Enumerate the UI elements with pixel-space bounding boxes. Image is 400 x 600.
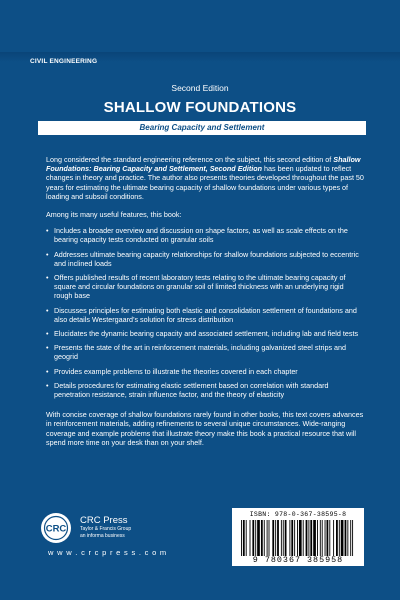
category-label: CIVIL ENGINEERING: [30, 58, 98, 65]
feature-item: • Provides example problems to illustrate the theories covered in each chapter: [46, 367, 364, 376]
crc-press-logo-icon: [40, 512, 72, 544]
publisher-name: CRC Press: [80, 515, 128, 526]
barcode-bar: [281, 520, 282, 556]
isbn-text: ISBN: 978-0-367-38595-8: [249, 511, 347, 518]
barcode-icon: [239, 520, 357, 556]
features-intro: Among its many useful features, this book:: [46, 210, 182, 220]
barcode-bar: [341, 520, 344, 556]
book-subtitle: Bearing Capacity and Settlement: [38, 121, 366, 135]
ean-digits: 9 780367 385958: [252, 555, 344, 565]
barcode-bar: [320, 520, 321, 556]
barcode-bar: [283, 520, 284, 556]
feature-item: • Offers published results of recent laboratory tests relating to the ultimate bearing capacity of square and circular foundations on granular soil of limited thickness with an underlying rigid rough base: [46, 273, 364, 301]
barcode-bar: [306, 520, 308, 556]
barcode-bar: [289, 520, 290, 556]
barcode-bar: [308, 520, 309, 556]
features-list: [46, 226, 364, 399]
feature-item: • Presents the state of the art in reinforcement materials, including galvanized steel strips and geogrid: [46, 343, 364, 361]
barcode-bar: [257, 520, 260, 556]
publisher-website: w w w . c r c p r e s s . c o m: [48, 548, 167, 557]
feature-item: • Addresses ultimate bearing capacity relationships for shallow foundations subjected to eccentric and inclined loads: [46, 250, 364, 268]
barcode-bar: [294, 520, 295, 556]
feature-item: • Elucidates the dynamic bearing capacity and associated settlement, including lab and field tests: [46, 329, 364, 338]
barcode-bar: [329, 520, 330, 556]
barcode-bar: [269, 520, 270, 556]
logo-text: CRC: [45, 523, 67, 535]
barcode-bar: [267, 520, 268, 556]
barcode-bar: [285, 520, 287, 556]
barcode-bar: [310, 520, 312, 556]
barcode-bar: [333, 520, 334, 556]
isbn-barcode-box: [232, 508, 364, 566]
intro-paragraph: [46, 155, 364, 201]
feature-item: • Includes a broader overview and discussion on shape factors, as well as scale effects on the bearing capacity tests conducted on granular soils: [46, 226, 364, 244]
barcode-bar: [243, 520, 245, 556]
feature-item: • Discusses principles for estimating both elastic and consolidation settlement of foundations and also details Westergaard’s solution for stress distribution: [46, 306, 364, 324]
barcode-bar: [252, 520, 254, 556]
barcode-bar: [291, 520, 293, 556]
barcode-bar: [272, 520, 274, 556]
publisher-group: Taylor & Francis Group: [80, 526, 132, 532]
intro-text-end: has been updated to reflect changes in theory and practice. The author also presents theories developed throughout the past 50 years for estimating the ultimate bearing capacity of shallow foundations under various types of loading and subsoil conditions.: [46, 164, 364, 201]
barcode-bar: [317, 520, 318, 556]
barcode-bar: [241, 520, 242, 556]
barcode-bar: [264, 520, 265, 556]
barcode-bar: [339, 520, 340, 556]
feature-item: • Details procedures for estimating elastic settlement based on correlation with standard penetration resistance, strain influence factor, and the theory of elasticity: [46, 381, 364, 399]
back-cover-description: [46, 155, 364, 456]
barcode-bar: [350, 520, 351, 556]
barcode-bar: [303, 520, 304, 556]
barcode-bar: [277, 520, 279, 556]
intro-text-start: Long considered the standard engineering reference on the subject, this second edition of: [46, 155, 334, 164]
barcode-bar: [255, 520, 256, 556]
barcode-bar: [322, 520, 323, 556]
edition-label: Second Edition: [171, 83, 229, 93]
book-title: SHALLOW FOUNDATIONS: [103, 99, 297, 116]
barcode-bar: [246, 520, 247, 556]
publisher-block: [80, 515, 131, 539]
barcode-bar: [297, 520, 298, 556]
intro-book-title: Shallow Foundations: Bearing Capacity and Settlement, Second Edition: [46, 155, 361, 174]
barcode-bar: [261, 520, 263, 556]
barcode-bar: [327, 520, 329, 556]
barcode-bar: [299, 520, 302, 556]
barcode-bar: [325, 520, 326, 556]
closing-paragraph: With concise coverage of shallow foundations rarely found in other books, this text covers advances in reinforcement materials, adding refinements to several unique circumstances. Wide-ranging coverage and example problems that illustrate theory make this book a practical resource that will spend more time on your desk than on your shelf.: [46, 410, 364, 447]
barcode-bar: [313, 520, 316, 556]
barcode-bar: [347, 520, 348, 556]
barcode-bar: [250, 520, 251, 556]
barcode-bar: [345, 520, 347, 556]
publisher-business: an informa business: [80, 532, 125, 539]
barcode-bar: [275, 520, 276, 556]
barcode-bar: [336, 520, 338, 556]
barcode-bar: [352, 520, 353, 556]
